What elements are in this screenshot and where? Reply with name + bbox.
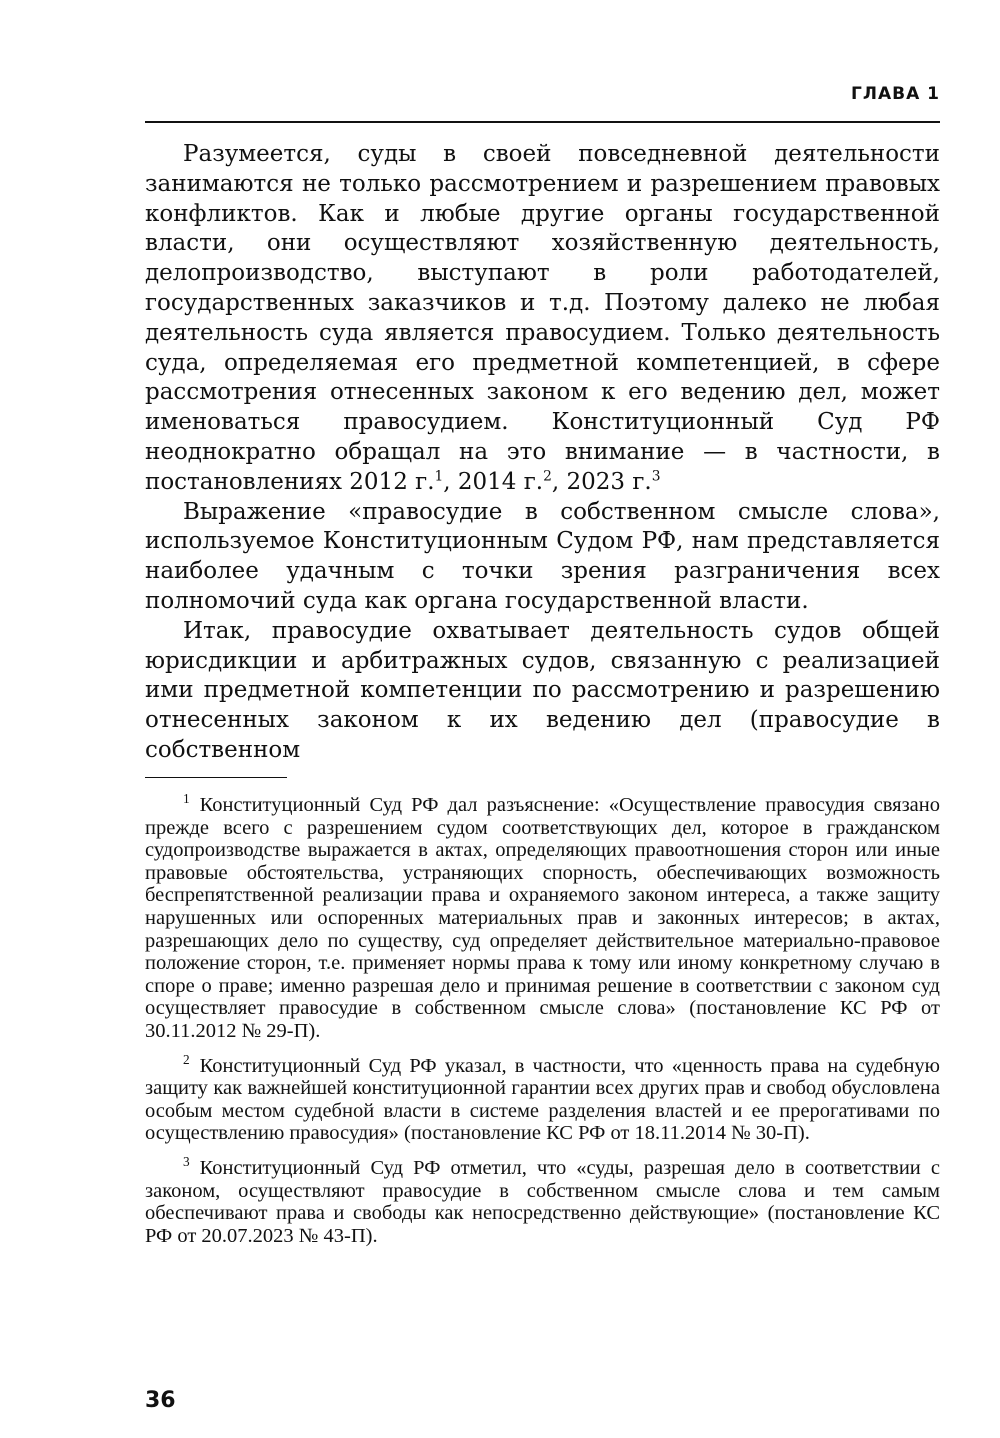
footnote-text: Конституционный Суд РФ дал разъяснение: «Осуществление правосудия связано прежде всего с разрешением судом соответствующих дел, которое в гражданском судопроизводстве выражается в актах, определяющих правоотношения сторон или иные правовые обстоятельства, устраняющих спорность, обеспечивающих возможность беспрепятственной реализации права и охраняемого законом интереса, а также защиту нарушенных или оспоренных материальных прав и законных интересов; в актах, разрешающих дело по существу, суд определяет действительное материально-правовое положение сторон, т.е. применяет нормы права к тому или иному конкретному случаю в споре о праве; именно разрешая дело и принимая решение в соответствии с законом суд осуществляет правосудие в собственном смысле слова» (постановление КС РФ от 30.11.2012 № 29-П). [145, 794, 940, 1042]
footnote-ref: 1 [434, 468, 444, 485]
footnote-number: 3 [183, 1154, 190, 1170]
footnote-number: 1 [183, 791, 190, 807]
footnote-separator [145, 777, 287, 778]
footnote-text: Конституционный Суд РФ указал, в частности, что «ценность права на судебную защиту как важнейшей конституционной гарантии всех других прав и свобод обусловлена особым местом судебной власти в системе разделения властей и ее прерогативами по осуществлению правосудия» (постановление КС РФ от 18.11.2014 № 30-П). [145, 1054, 940, 1145]
header-rule [145, 121, 940, 123]
main-text [145, 140, 940, 766]
running-header: ГЛАВА 1 [851, 84, 940, 104]
footnote-ref: 3 [651, 468, 661, 485]
footnote [145, 1051, 940, 1145]
footnote-number: 2 [183, 1051, 190, 1067]
footnote [145, 1154, 940, 1247]
footnote-ref: 2 [543, 468, 552, 485]
paragraph-text: , 2023 г. [551, 468, 652, 495]
paragraph: Выражение «правосудие в собственном смысле слова», используемое Конституционным Судом РФ, нам представляется наиболее удачным с точки зрения разграничения всех полномочий суда как органа государственной власти. [145, 498, 940, 614]
footnote-text: Конституционный Суд РФ отметил, что «суды, разрешая дело в соответствии с законом, осуществляют правосудие в собственном смысле слова и тем самым обеспечивают права и свободы как непосредственно действующие» (постановление КС РФ от 20.07.2023 № 43-П). [145, 1156, 940, 1247]
paragraph-text: Разумеется, суды в своей повседневной деятельности занимаются не только рассмотрением и разрешением правовых конфликтов. Как и любые другие органы государственной власти, они осуществляют хозяйственную деятельность, делопроизводство, выступают в роли работодателей, государственных заказчиков и т.д. Поэтому далеко не любая деятельность суда является правосудием. Только деятельность суда, определяемая его предметной компетенцией, в сфере рассмотрения отнесенных законом к его ведению дел, может именоваться правосудием. Конституционный Суд РФ неоднократно обращал на это внимание — в частности, в постановлениях 2012 г. [145, 141, 940, 495]
footnotes [145, 791, 940, 1259]
paragraph-text: , 2014 г. [443, 468, 544, 495]
paragraph: Итак, правосудие охватывает деятельность судов общей юрисдикции и арбитражных судов, связанную с реализацией ими предметной компетенции по рассмотрению и разрешению отнесенных законом к их ведению дел (правосудие в собственном [145, 617, 940, 763]
footnote [145, 791, 940, 1043]
page-number: 36 [145, 1388, 176, 1413]
paragraph [145, 140, 940, 498]
